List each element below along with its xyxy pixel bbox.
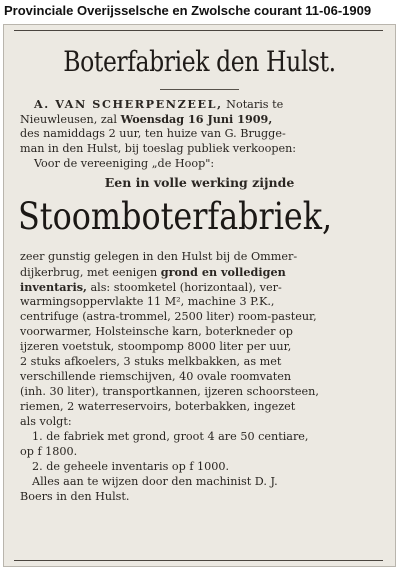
text-line: 1. de fabriek met grond, groot 4 are 50 centiare,	[32, 430, 309, 443]
text-line: man in den Hulst, bij toeslag publiek verkoopen:	[20, 142, 297, 155]
text-span: dijkerbrug, met eenigen	[20, 266, 161, 279]
big-title: Stoomboterfabriek,	[18, 195, 333, 238]
bold-span: inventaris,	[20, 280, 87, 294]
text-line: voorwarmer, Holsteinsche karn, boterkneder op	[20, 325, 293, 338]
text-line: op f 1800.	[20, 445, 78, 458]
text-line: des namiddags 2 uur, ten huize van G. Brugge-	[20, 127, 286, 140]
text-line: ijzeren voetstuk, stoompomp 8000 liter per uur,	[20, 340, 292, 353]
text-line: zeer gunstig gelegen in den Hulst bij de Ommer-	[20, 250, 298, 263]
text-line: Alles aan te wijzen door den machinist D. J.	[32, 475, 278, 488]
bottom-rule	[14, 560, 383, 561]
text-line: Boers in den Hulst.	[20, 490, 130, 503]
text-line	[20, 280, 282, 295]
text-span: als: stoomketel (horizontaal), ver-	[86, 281, 282, 294]
sale-date-line	[20, 112, 272, 127]
ad-heading: Boterfabriek den Hulst.	[63, 45, 336, 78]
text-line: warmingsoppervlakte 11 M², machine 3 P.K.,	[20, 295, 275, 308]
bold-span: grond en volledigen	[160, 265, 286, 279]
text-line: riemen, 2 waterreservoirs, boterbakken, ingezet	[20, 400, 296, 413]
sale-date: Woensdag 16 Juni 1909,	[120, 112, 273, 126]
text-line: als volgt:	[20, 415, 72, 428]
sale-place: Nieuwleusen, zal	[20, 113, 121, 126]
text-line: 2. de geheele inventaris op f 1000.	[32, 460, 230, 473]
notary-title: Notaris te	[222, 98, 284, 111]
newspaper-clipping	[3, 24, 396, 567]
text-line: Voor de vereeniging „de Hoop":	[34, 157, 215, 170]
top-rule	[14, 30, 383, 31]
text-line: 2 stuks afkoelers, 3 stuks melkbakken, as met	[20, 355, 282, 368]
subheading: Een in volle werking zijnde	[104, 175, 295, 190]
heading-divider	[160, 89, 238, 90]
notary-line	[34, 97, 283, 112]
text-line	[20, 265, 286, 280]
text-line: (inh. 30 liter), transportkannen, ijzeren schoorsteen,	[20, 385, 319, 398]
text-line: verschillende riemschijven, 40 ovale roomvaten	[20, 370, 292, 383]
newspaper-caption: Provinciale Overijsselsche en Zwolsche courant 11-06-1909	[4, 3, 372, 18]
text-line: centrifuge (astra-trommel, 2500 liter) room-pasteur,	[20, 310, 317, 323]
notary-name: A. VAN SCHERPENZEEL,	[34, 97, 223, 111]
